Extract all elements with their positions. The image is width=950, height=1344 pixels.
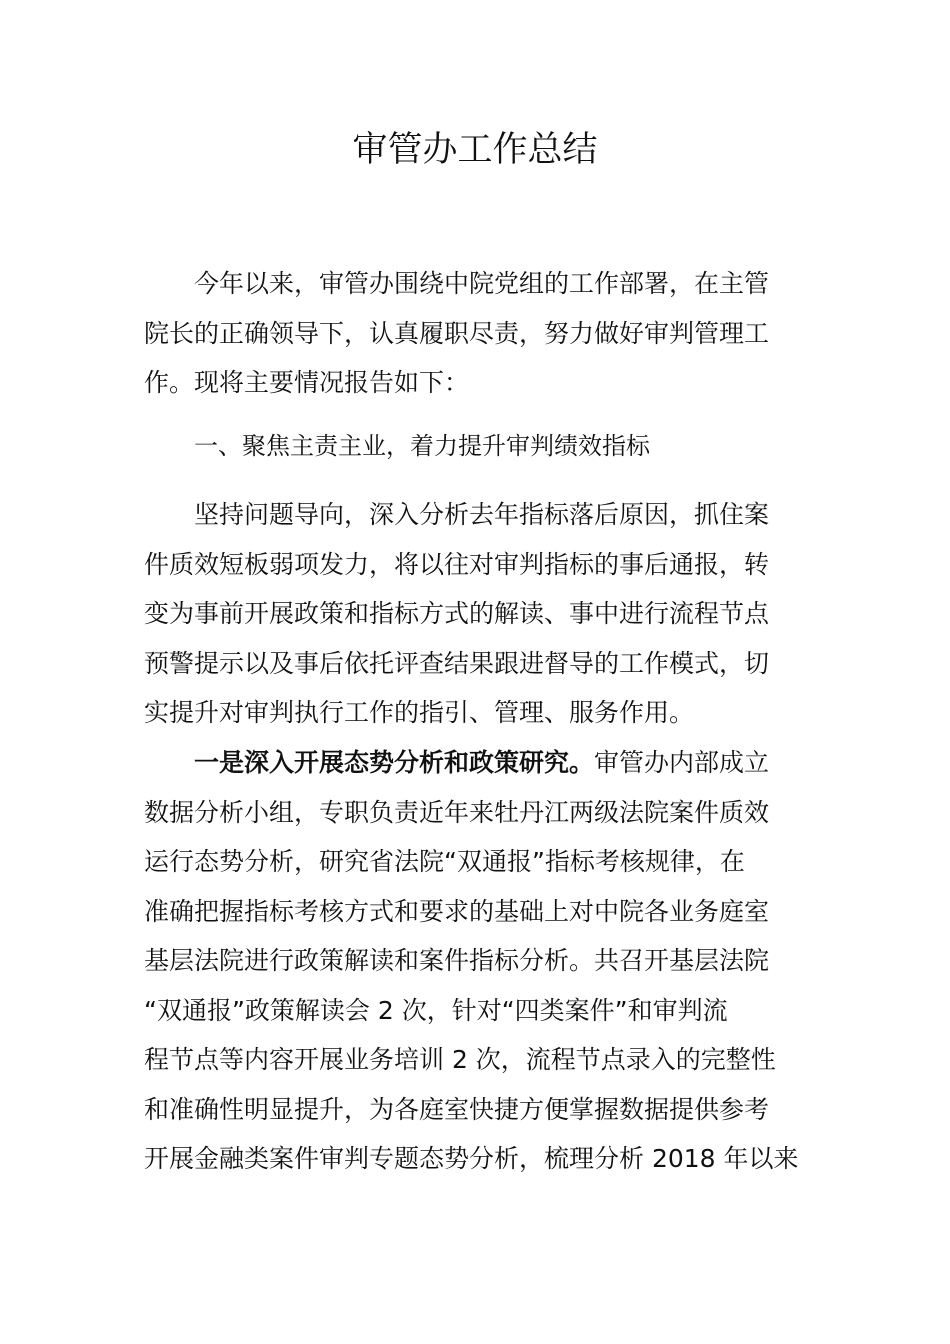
paragraph-line: “双通报”政策解读会 2 次，针对“四类案件”和审判流 xyxy=(144,995,728,1025)
paragraph-line: 实提升对审判执行工作的指引、管理、服务作用。 xyxy=(144,698,695,727)
paragraph-line: 作。现将主要情况报告如下： xyxy=(144,368,470,397)
document-title: 审管办工作总结 xyxy=(352,130,598,170)
paragraph-line: 运行态势分析，研究省法院“双通报”指标考核规律，在 xyxy=(144,847,745,876)
subsection-paragraph xyxy=(144,738,808,1184)
paragraph-line: 件质效短板弱项发力，将以往对审判指标的事后通报，转 xyxy=(144,549,770,579)
paragraph-lead: 一是深入开展态势分析和政策研究。 xyxy=(194,748,595,777)
paragraph-line-rest: 审管办内部成立 xyxy=(594,748,770,777)
paragraph-line: 今年以来，审管办围绕中院党组的工作部署，在主管 xyxy=(194,269,770,298)
paragraph-line: 数据分析小组，专职负责近年来牡丹江两级法院案件质效 xyxy=(144,797,770,827)
paragraph-line: 院长的正确领导下，认真履职尽责，努力做好审判管理工 xyxy=(144,318,770,348)
paragraph-line: 预警提示以及事后依托评查结果跟进督导的工作模式，切 xyxy=(144,648,770,678)
section-heading-text: 一、聚焦主责主业，着力提升审判绩效指标 xyxy=(194,432,650,460)
intro-paragraph xyxy=(144,259,808,408)
paragraph-line: 准确把握指标考核方式和要求的基础上对中院各业务庭室 xyxy=(144,896,770,926)
paragraph-first-line xyxy=(144,738,808,788)
section-heading xyxy=(144,422,808,472)
paragraph-line: 和准确性明显提升，为各庭室快捷方便掌握数据提供参考 xyxy=(144,1094,770,1124)
paragraph-line: 变为事前开展政策和指标方式的解读、事中进行流程节点 xyxy=(144,599,770,628)
paragraph-line: 程节点等内容开展业务培训 2 次，流程节点录入的完整性 xyxy=(144,1045,776,1074)
paragraph-line: 基层法院进行政策解读和案件指标分析。共召开基层法院 xyxy=(144,946,770,975)
paragraph-line: 开展金融类案件审判专题态势分析，梳理分析 2018 年以来 xyxy=(144,1144,799,1173)
section-paragraph xyxy=(144,490,808,738)
paragraph-line: 坚持问题导向，深入分析去年指标落后原因，抓住案 xyxy=(194,500,770,529)
